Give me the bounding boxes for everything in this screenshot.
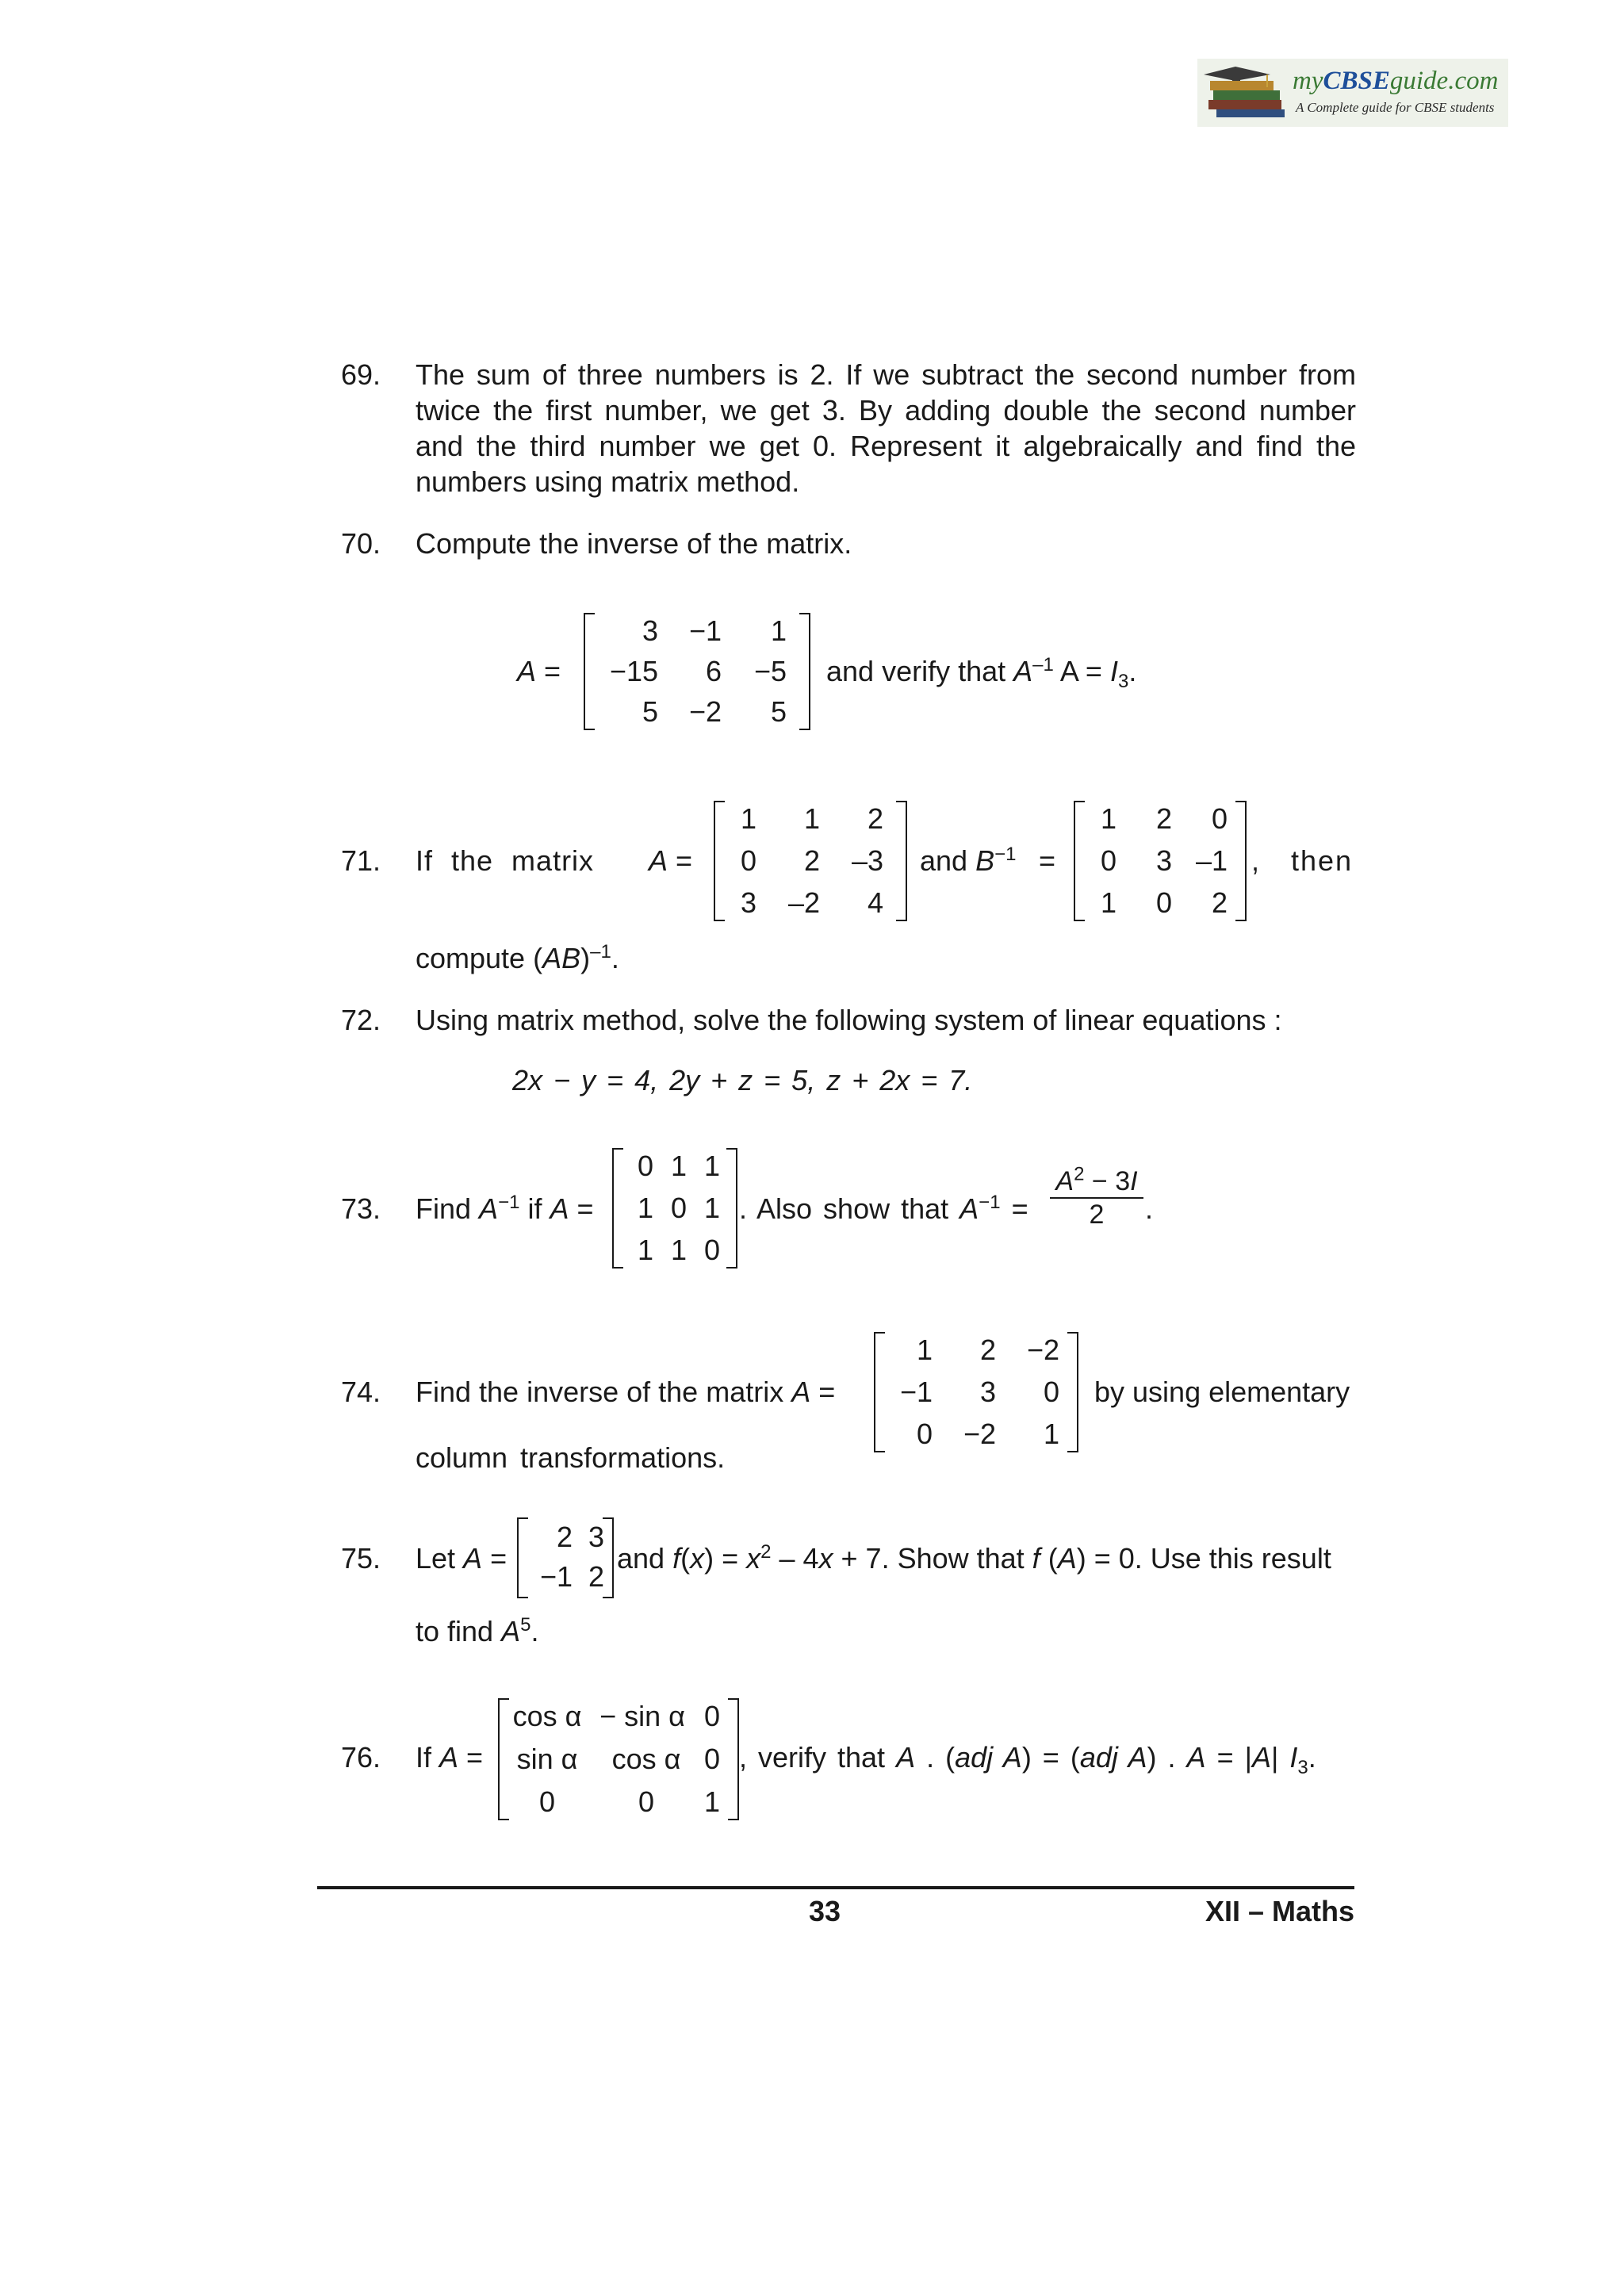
question-76-verify: , verify that A . (adj A) = (adj A) . A = |A| $I_3$. [739,1741,1316,1779]
question-71-comma: , [1251,844,1260,877]
question-71-lead: If the matrix [416,844,595,877]
question-70-matrix-label: A = [517,655,561,687]
question-73-number: 73. [341,1192,381,1225]
footer-rule [317,1886,1354,1889]
question-71-then: then [1291,844,1354,877]
question-74-line2: column transformations. [416,1441,726,1474]
question-71-A-label: A = [649,844,693,877]
question-70-verify: and verify that $A^{-1}$ $A = I_3$. [826,654,1137,693]
site-logo [1197,59,1508,127]
question-75-matrix: 2 3 −1 2 [517,1517,614,1598]
question-71-compute: compute (AB)$^{-1}$. [416,941,619,974]
books-icon [1204,63,1291,122]
question-75-line2: to find $A^5$. [416,1614,539,1647]
question-73-matrix: 0 1 1 1 0 1 1 1 0 [612,1148,737,1269]
question-76-matrix: cos α − sin α 0 sin α cos α 0 0 0 1 [498,1698,739,1820]
logo-tagline: A Complete guide for CBSE students [1296,100,1495,115]
question-71-eq: = [1039,844,1056,877]
page-number: 33 [809,1895,841,1927]
question-74-matrix: 1 2 −2 −1 3 0 0 −2 1 [874,1332,1078,1452]
question-72-number: 72. [341,1004,381,1036]
question-73-also: . Also show that $A^{-1}$ = [739,1192,1028,1225]
question-76-if: If A = [416,1741,484,1774]
question-72-equations: 2x − y = 4, 2y + z = 5, z + 2x = 7. [512,1064,973,1096]
question-69-number: 69. [341,358,381,391]
logo-site-name: myCBSEguide.com [1293,67,1499,95]
question-73-find: Find $A^{-1}$ if A = [416,1192,594,1225]
question-71-number: 71. [341,844,381,877]
question-70-matrix: 3 −1 1 −15 6 −5 5 −2 5 [584,613,810,730]
question-76-number: 76. [341,1741,381,1774]
question-75-let: Let A = [416,1542,508,1575]
question-72-text: Using matrix method, solve the following system of linear equations : [416,1004,1282,1036]
question-71-matrix-B: 1 2 0 0 3 –1 1 0 2 [1074,801,1247,921]
question-73-fraction: $A^2 - 3I$ 2 [1050,1165,1143,1230]
question-70-text: Compute the inverse of the matrix. [416,527,852,560]
question-74-after: by using elementary [1094,1376,1350,1408]
question-75-function: and $f(x) = x^2 - 4x + 7$. Show that f (A) = 0. Use this result [617,1541,1331,1575]
question-74-number: 74. [341,1376,381,1408]
question-71-B-label: and $B^{-1}$ [920,844,1017,877]
question-69-text: The sum of three numbers is 2. If we subtract the second number from twice the first number, we get 3. By adding double the second number and the third number we get 0. Represent it algebraically and find the numbers using matrix method. [416,358,1356,498]
footer-subject: XII – Maths [1205,1895,1354,1927]
question-74-text: Find the inverse of the matrix A = [416,1376,836,1408]
question-75-number: 75. [341,1542,381,1575]
question-71-matrix-A: 1 1 2 0 2 –3 3 –2 4 [714,801,907,921]
question-70-number: 70. [341,527,381,560]
question-73-end: . [1145,1192,1154,1225]
